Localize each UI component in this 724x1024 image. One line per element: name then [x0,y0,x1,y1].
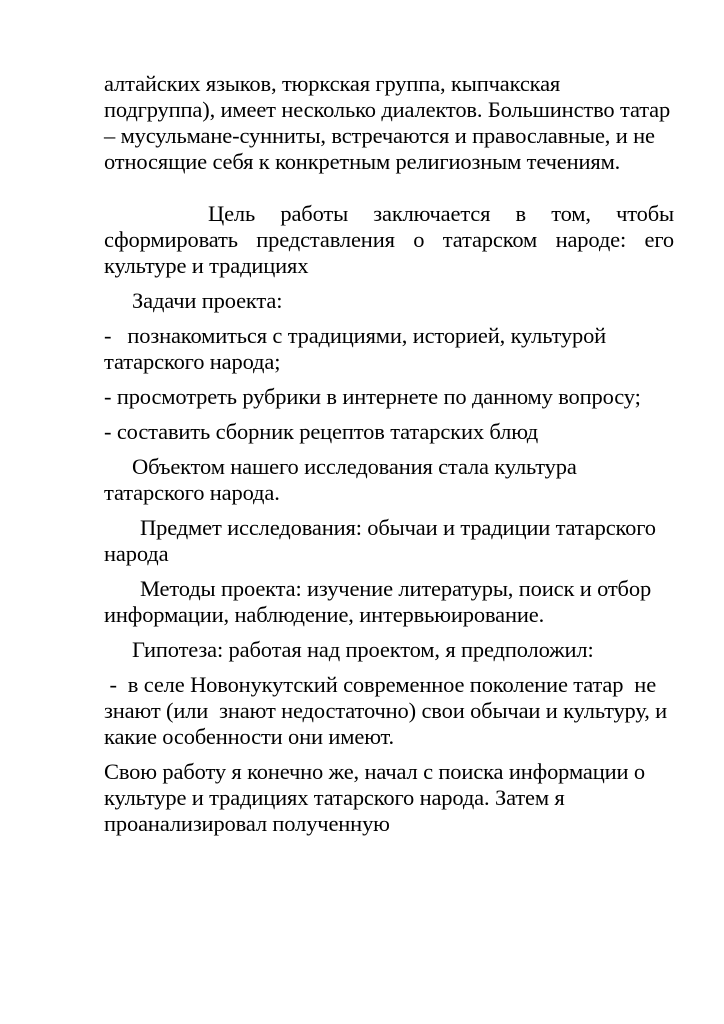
subject-paragraph: Предмет исследования: обычаи и традиции татарского народа [104,515,656,566]
task-item-3: - составить сборник рецептов татарских блюд [104,419,539,444]
hypothesis-item: - в селе Новонукутский современное поколение татар не знают (или знают недостаточно) свои обычаи и культуру, и какие особенности они имеют. [104,672,673,749]
document-body [104,71,674,837]
intro-paragraph: алтайских языков, тюркская группа, кыпчакская подгруппа), имеет несколько диалектов. Большинство татар – мусульмане-сунниты, встречаются и православные, и не относящие себя к конкретным религиозным течениям. [104,71,671,174]
goal-paragraph: Цель работы заключается в том, чтобы сформировать представления о татарском народе: его культуре и традициях [104,201,674,278]
tasks-heading: Задачи проекта: [132,288,283,313]
conclusion-paragraph: Свою работу я конечно же, начал с поиска информации о культуре и традициях татарского народа. Затем я проанализировал полученную [104,759,645,836]
task-item-2: - просмотреть рубрики в интернете по данному вопросу; [104,384,641,409]
task-item-1-text: познакомиться с традициями, историей, культурой татарского народа; [104,323,607,374]
task-item-1-dash: - [104,323,112,348]
object-paragraph: Объектом нашего исследования стала культура татарского народа. [104,454,577,505]
hypothesis-paragraph: Гипотеза: работая над проектом, я предположил: [132,637,594,662]
task-item-1 [104,323,674,375]
methods-paragraph: Методы проекта: изучение литературы, поиск и отбор информации, наблюдение, интервьюирование. [104,576,652,627]
